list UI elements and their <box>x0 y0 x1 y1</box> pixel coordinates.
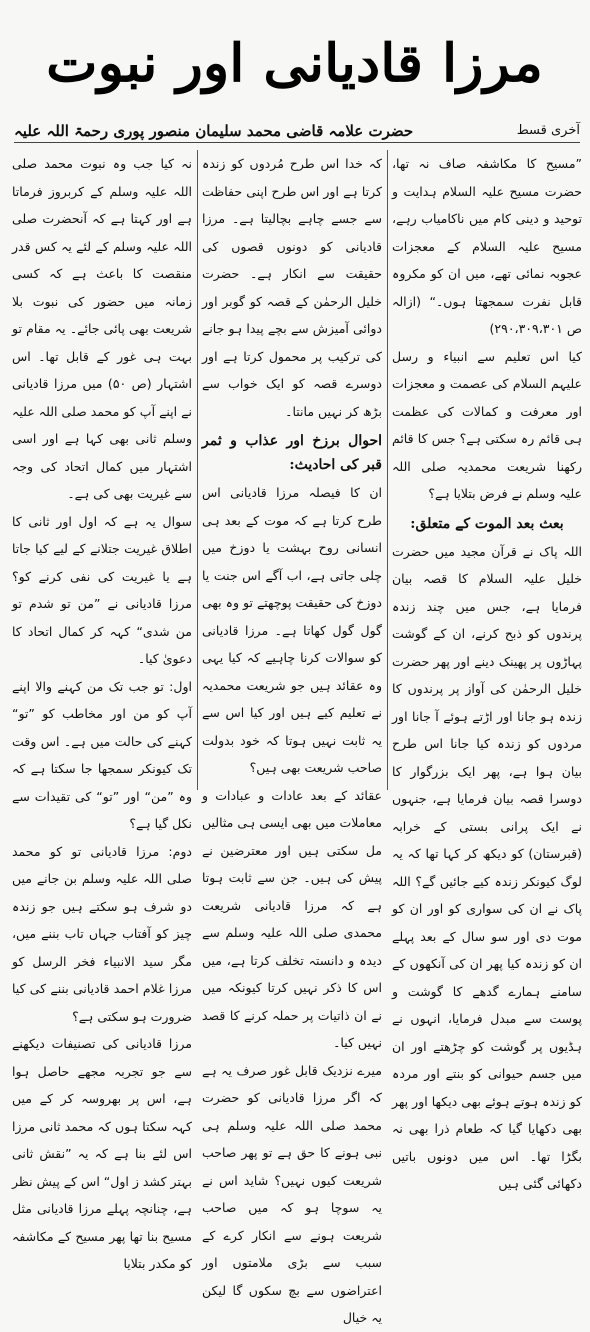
text-column-2 <box>202 150 382 1325</box>
text-column-3 <box>12 150 192 1271</box>
paragraph: کیا اس تعلیم سے انبیاء و رسل علیہم السلام کی عصمت و معجزات اور معرفت و کمالات کی عظمت ہی قائم رہ سکتی ہے؟ جس کا قائم رکھنا شریعت محمدیہ صلی اللہ علیہ وسلم نے فرض بتلایا ہے؟ <box>392 348 582 501</box>
paragraph: مرزا قادیانی کی تصنیفات دیکھنے سے جو تجربہ مجھے حاصل ہوا ہے، اس پر بھروسہ کر کے میں کہہ سکتا ہوں کہ محمد ثانی مرزا اس لئے بنا ہے کہ یہ ”نقش ثانی بہتر کشد ز اول“ اس کے پیش نظر ہے، چنانچہ پہلے مرزا قادیانی مثل مسیح بنا تھا پھر مسیح کے مکاشفہ کو مکدر بتلایا <box>12 1036 192 1271</box>
paragraph: میرے نزدیک قابل غور صرف یہ ہے کہ اگر مرزا قادیانی کو حضرت محمد صلی اللہ علیہ وسلم ہی نبی ہونے کا حق ہے تو پھر صاحب شریعت کیوں نہیں؟ شاید اس نے یہ سوچا ہو کہ میں صاحب شریعت ہونے سے انکار کرے کے سبب سے بڑی ملامتوں اور اعتراضوں سے بچ سکوں گا لیکن یہ خیال <box>202 1062 382 1325</box>
paragraph: سوال یہ ہے کہ اول اور ثانی کا اطلاق غیریت جتلانے کے لیے کیا جاتا ہے یا غیریت کی نفی کرنے کو؟ مرزا قادیانی نے ”من تو شدم تو من شدی“ کہہ کر کمال اتحاد کا دعویٰ کیا۔ <box>12 513 192 666</box>
column-divider <box>387 150 388 790</box>
text-column-1 <box>392 150 582 1191</box>
author-byline: حضرت علامہ قاضی محمد سلیمان منصور پوری رحمۃ اللہ علیہ <box>14 122 414 140</box>
paragraph: ان کا فیصلہ مرزا قادیانی اس طرح کرتا ہے کہ موت کے بعد ہی انسانی روح بہشت یا دوزخ میں چلی جاتی ہے، اب آگے اس جنت یا دوزخ کی حقیقت پوچھتے تو وہ بھی گول گول کھاتا ہے۔ مرزا قادیانی کو سوالات کرنا چاہیے کہ کیا یہی وہ عقائد ہیں جو شریعت محمدیہ نے تعلیم کیے ہیں اور کیا اس سے یہ ثابت نہیں ہوتا کہ خود بدولت صاحب شریعت بھی ہیں؟ <box>202 485 382 775</box>
paragraph: کہ خدا اس طرح مُردوں کو زندہ کرتا ہے اور اس طرح اپنی حفاظت سے جسے چاہے بچالیتا ہے۔ مرزا قادیانی کو دونوں قصوں کی حقیقت سے انکار ہے۔ حضرت خلیل الرحمٰن کے قصہ کو گوبر اور دوائی آمیزش سے بچے پیدا ہو جانے کی ترکیب پر محمول کرتا ہے اور دوسرے قصہ کو ایک خواب سے بڑھ کر نہیں مانتا۔ <box>202 156 382 419</box>
paragraph: اللہ پاک نے قرآن مجید میں حضرت خلیل علیہ السلام کا قصہ بیان فرمایا ہے، جس میں چند زندہ پرندوں کو ذبح کرنے، ان کے گوشت پہاڑوں پر پھینک دینے اور پھر حضرت خلیل الرحمٰن کی آواز پر پرندوں کا زندہ ہو جانا اور اڑتے ہوئے آ جانا اور مردوں کو زندہ کیا جانا اس طرح بیان ہوا ہے، پھر ایک بزرگوار کا دوسرا قصہ بیان فرمایا ہے، جنہوں نے ایک پرانی بستی کے خرابہ (قبرستان) کو دیکھ کر کہا تھا کہ یہ لوگ کیونکر زندہ کیے جائیں گے؟ اللہ پاک نے ان کی سواری کو اور ان کو موت دی اور سو سال کے بعد پہلے ان کو زندہ کیا پھر ان کی آنکھوں کے سامنے ہمارے گدھے کا گوشت و پوست سے مبدل فرمایا، انہوں نے ہڈیوں پر گوشت کو چڑھتے اور ان میں جسم حیوانی کو بنتے اور مردہ کو زندہ ہوتے ہوئے بھی دیکھا اور پھر بھی دکھایا گیا کہ طعام ذرا بھی نہ بگڑا تھا۔ اس میں دونوں باتیں دکھائی گئی ہیں <box>392 543 582 1191</box>
section-heading: بعث بعد الموت کے متعلق: <box>410 515 564 532</box>
paragraph: نہ کیا جب وہ نبوت محمد صلی اللہ علیہ وسلم کے کربروز فرماتا ہے اور کہتا ہے کہ آنحضرت صلی اللہ علیہ وسلم کے لئے یہ کس قدر منقصت کا باعث ہے کہ کسی زمانہ میں حضور کی نبوت بلا شریعت بھی پائی جائے۔ یہ مقام تو بہت ہی غور کے قابل تھا۔ اس اشتہار (ص ۵۰) میں مرزا قادیانی نے اپنے آپ کو محمد صلی اللہ علیہ وسلم ثانی بھی کہا ہے اور اسی اشتہار میں کمال اتحاد کی وجہ سے غیریت بھی کی ہے۔ <box>12 156 192 501</box>
section-heading: احوال برزخ اور عذاب و ثمر قبر کی احادیث: <box>202 433 382 473</box>
byline-row <box>14 120 580 143</box>
paragraph: عقائد کے بعد عادات و عبادات و معاملات میں بھی ایسی ہی مثالیں مل سکتی ہیں اور معترضین نے پیش کی ہیں۔ جن سے ثابت ہوتا ہے کہ مرزا قادیانی شریعت محمدی صلی اللہ علیہ وسلم سے دیدہ و دانستہ تخلف کرتا ہے، میں اس کا ذکر نہیں کرتا کیونکہ میں نے ان ذاتیات پر حملہ کرنے کا قصد نہیں کیا۔ <box>202 787 382 1050</box>
paragraph: دوم: مرزا قادیانی تو کو محمد صلی اللہ علیہ وسلم بن جانے میں دو شرف ہو سکتے ہیں جو زندہ چیز کو آفتاب جہاں تاب بننے میں، مگر سید الانبیاء فخر الرسل کو مرزا غلام احمد قادیانی بننے کی کیا ضرورت ہو سکتی ہے؟ <box>12 843 192 1024</box>
page-title: مرزا قادیانی اور نبوت <box>46 33 544 94</box>
paragraph: اول: تو جب تک من کہنے والا اپنے آپ کو من اور مخاطب کو ”تو“ کہنے کی حالت میں ہے۔ اس وقت تک کیونکر سمجھا جا سکتا ہے کہ وہ ”من“ اور ”تو“ کی تقیدات سے نکل گیا ہے؟ <box>12 678 192 831</box>
installment-label: آخری قسط <box>516 123 580 138</box>
title-area <box>0 14 590 114</box>
column-divider <box>197 150 198 790</box>
paragraph: ”مسیح کا مکاشفہ صاف نہ تھا، حضرت مسیح علیہ السلام ہدایت و توحید و دینی کام میں ناکامیاب رہے، مسیح علیہ السلام کے معجزات عجوبہ نمائی تھے، میں ان کو مکروہ قابل نفرت سمجھتا ہوں۔“ (ازالہ ص ۲۹۰،۳۰۹،۳۰۱) <box>392 156 582 336</box>
